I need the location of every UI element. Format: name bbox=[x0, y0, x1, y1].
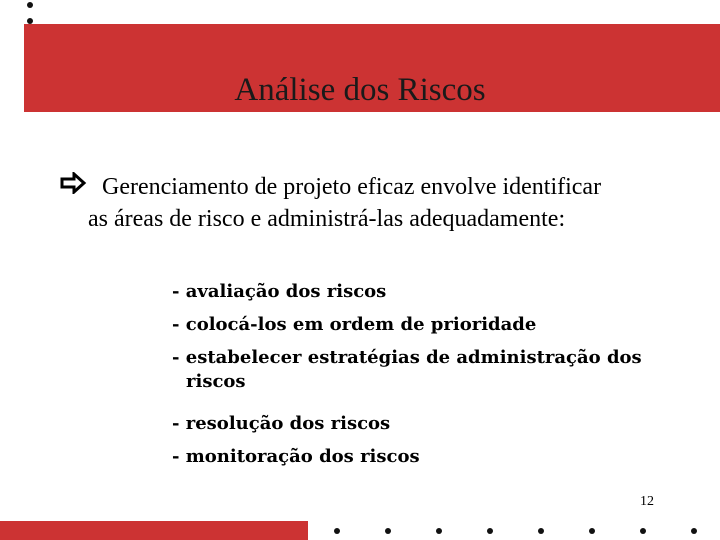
decorative-dot bbox=[385, 528, 391, 534]
decorative-dot bbox=[27, 2, 33, 8]
list-item-text: - estabelecer estratégias de administração dos bbox=[172, 347, 642, 368]
decorative-dot bbox=[334, 528, 340, 534]
decorative-dot bbox=[538, 528, 544, 534]
list-item: - resolução dos riscos bbox=[172, 413, 391, 434]
decorative-dot bbox=[691, 528, 697, 534]
list-item-continuation: riscos bbox=[186, 371, 246, 392]
page-number: 12 bbox=[640, 494, 654, 509]
decorative-dot bbox=[436, 528, 442, 534]
list-item bbox=[172, 346, 642, 412]
slide-title: Análise dos Riscos bbox=[234, 72, 486, 108]
footer-dots bbox=[334, 528, 720, 536]
decorative-dot bbox=[589, 528, 595, 534]
bullet-list bbox=[172, 280, 672, 478]
lead-paragraph: Gerenciamento de projeto eficaz envolve identificar as áreas de risco e administrá-las adequadamente: bbox=[88, 174, 602, 232]
decorative-dot bbox=[487, 528, 493, 534]
footer-bar bbox=[0, 521, 308, 540]
list-item: - avaliação dos riscos bbox=[172, 281, 387, 302]
list-item: - colocá-los em ordem de prioridade bbox=[172, 314, 537, 335]
list-item: - monitoração dos riscos bbox=[172, 446, 420, 467]
decorative-dot bbox=[640, 528, 646, 534]
